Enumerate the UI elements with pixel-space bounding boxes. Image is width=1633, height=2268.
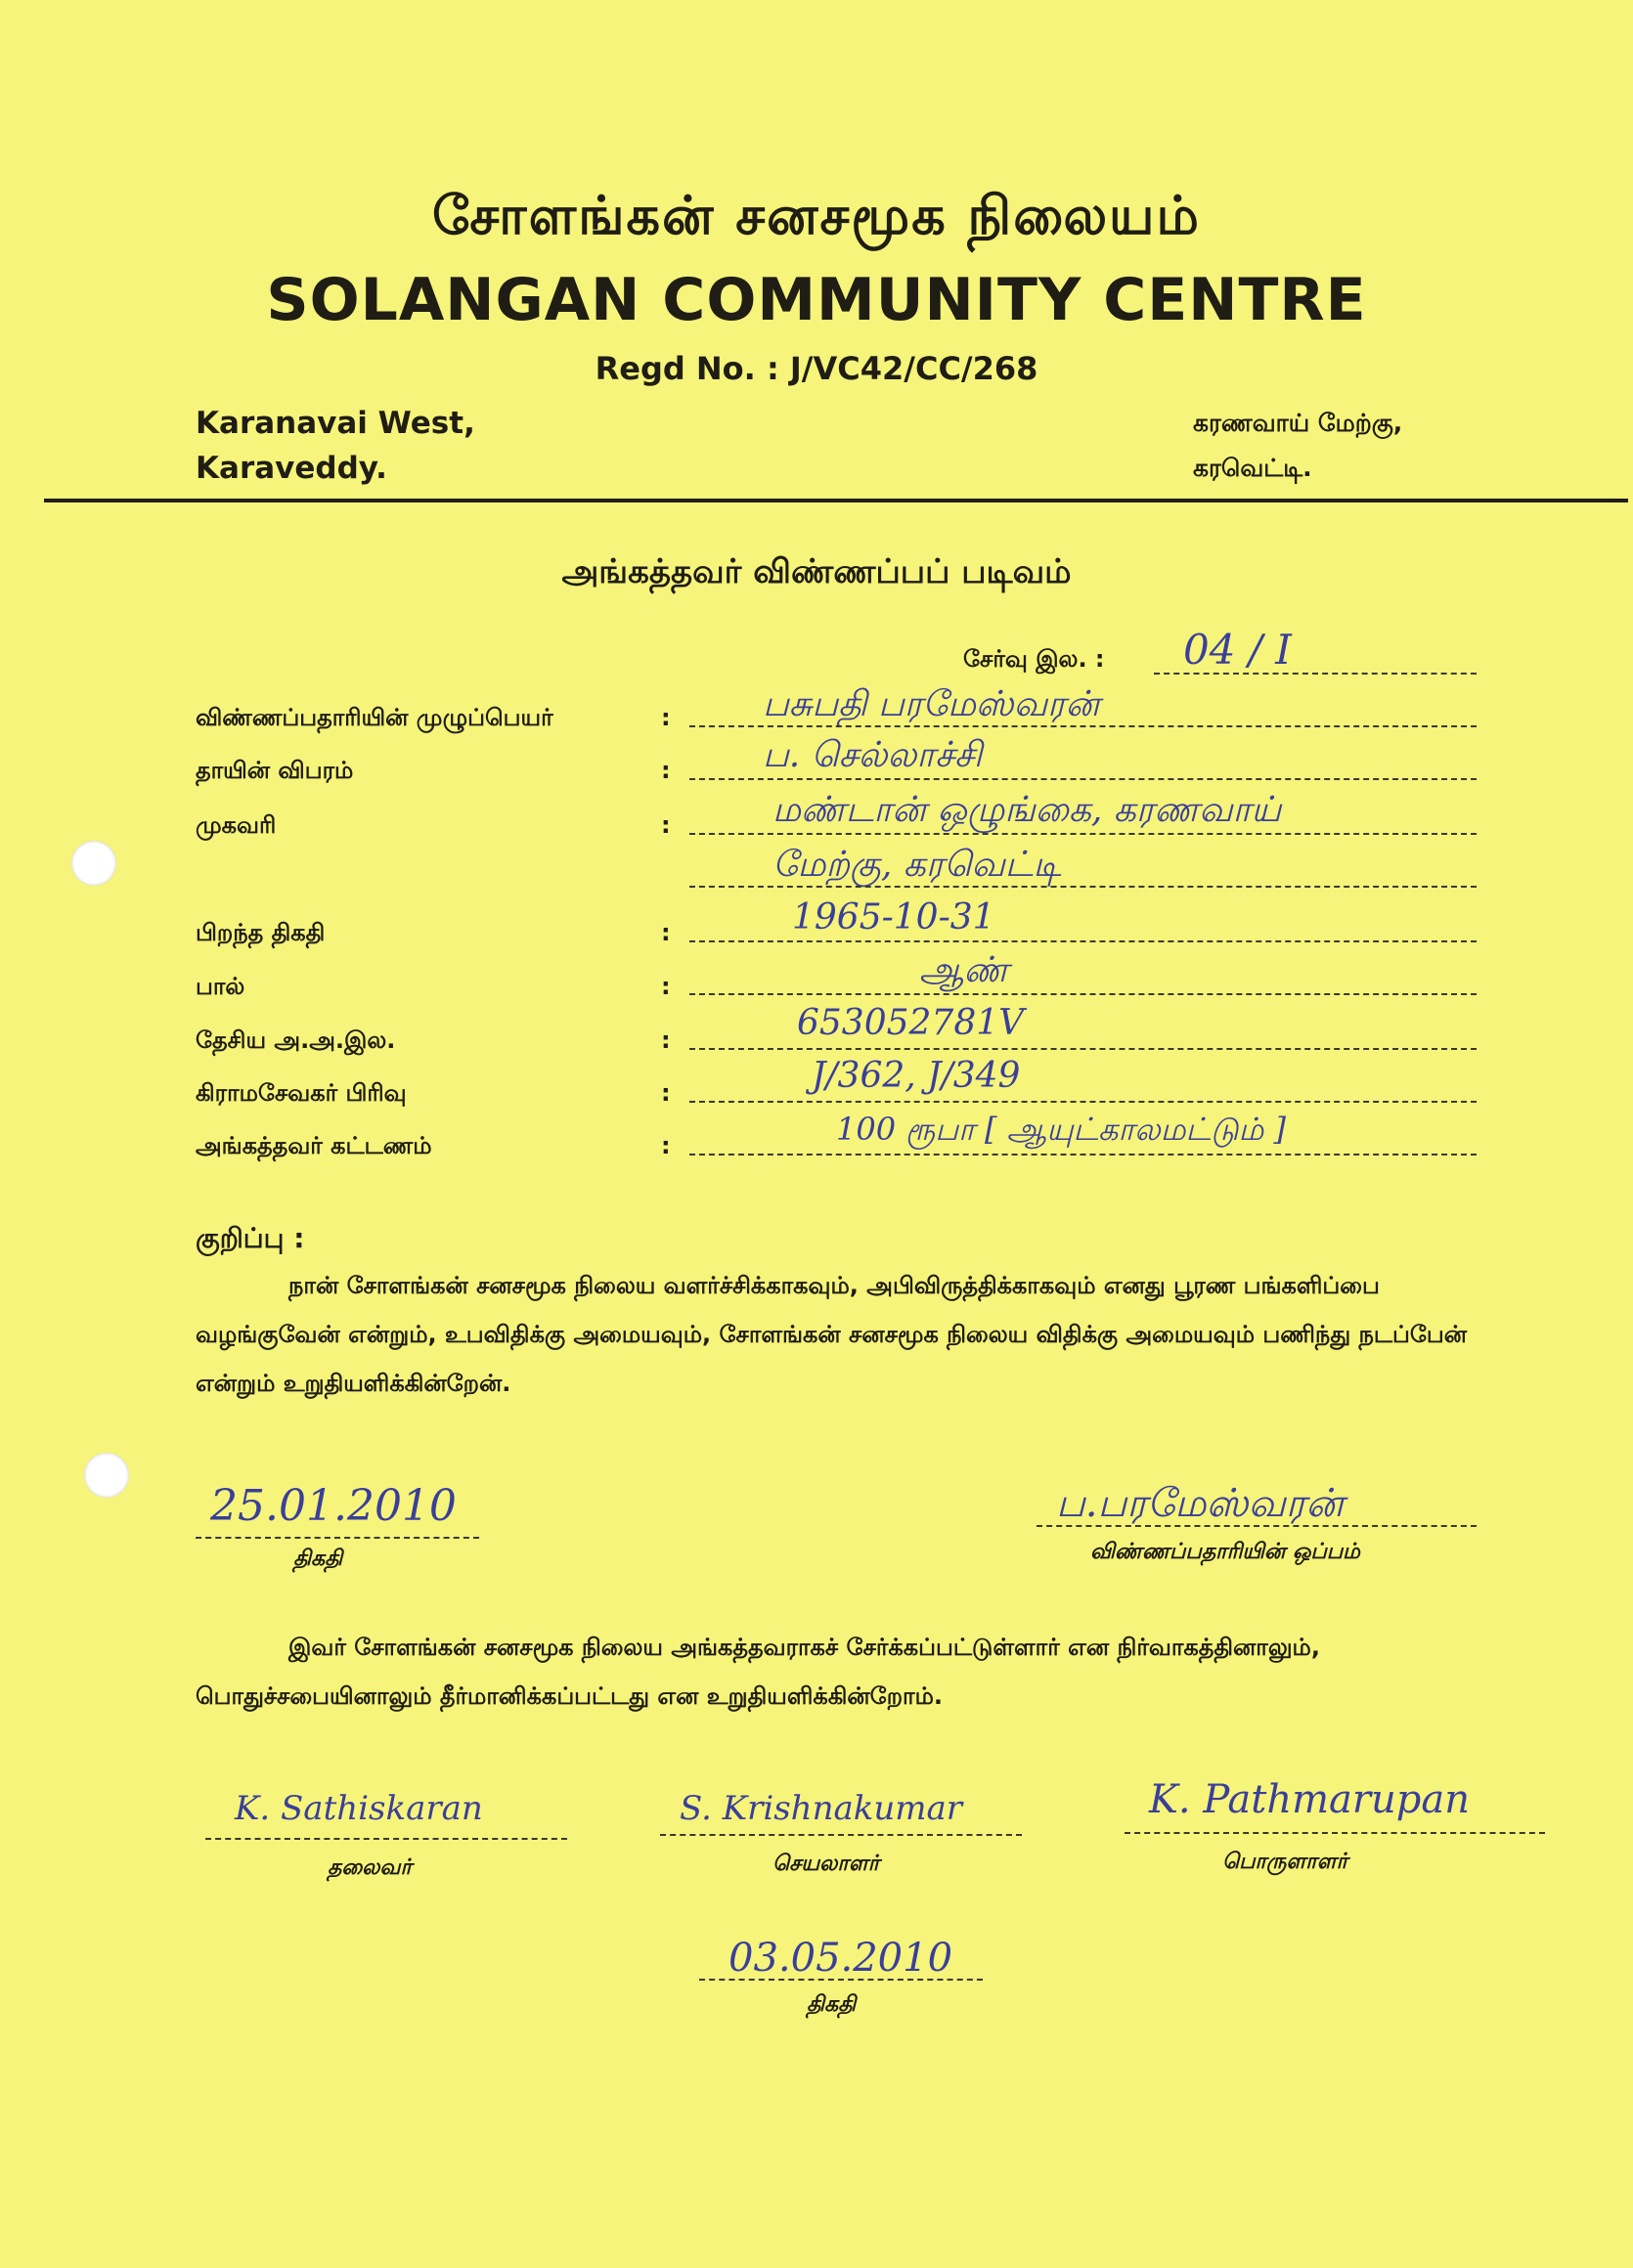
- header-divider: [44, 499, 1628, 502]
- applicant-date-value: 25.01.2010: [210, 1481, 457, 1531]
- serial-label: சேர்வு இல. :: [963, 645, 1105, 673]
- president-signature-line: [205, 1838, 567, 1840]
- org-title-english: SOLANGAN COMMUNITY CENTRE: [266, 266, 1367, 334]
- form-title: அங்கத்தவர் விண்ணப்பப் படிவம்: [561, 552, 1072, 591]
- field-value-sex: ஆண்: [919, 950, 1009, 990]
- secretary-signature-line: [660, 1834, 1022, 1836]
- treasurer-label: பொருளாளர்: [1222, 1850, 1348, 1874]
- address-right-line-1: கரணவாய் மேற்கு,: [1193, 409, 1403, 437]
- field-line: [689, 886, 1477, 888]
- punch-hole-top: [71, 841, 116, 886]
- field-line: [689, 1154, 1477, 1156]
- field-value-address-2: மேற்கு, கரவெட்டி: [772, 845, 1062, 885]
- applicant-date-label: திகதி: [293, 1547, 343, 1571]
- field-line: [689, 833, 1477, 835]
- registration-number: Regd No. : J/VC42/CC/268: [595, 350, 1038, 387]
- field-colon: :: [661, 811, 671, 839]
- field-line: [689, 940, 1477, 942]
- field-label-mother: தாயின் விபரம்: [196, 757, 354, 784]
- treasurer-signature-line: [1125, 1832, 1545, 1834]
- field-label-fee: அங்கத்தவர் கட்டணம்: [196, 1132, 432, 1159]
- president-signature: K. Sathiskaran: [235, 1789, 483, 1828]
- field-colon: :: [661, 704, 671, 731]
- field-value-mother: ப. செல்லாச்சி: [763, 735, 983, 775]
- field-colon: :: [661, 1026, 671, 1054]
- serial-line: [1154, 673, 1477, 675]
- secretary-signature: S. Krishnakumar: [680, 1789, 962, 1828]
- field-label-full-name: விண்ணப்பதாரியின் முழுப்பெயர்: [196, 704, 553, 731]
- field-value-gn-division: J/362, J/349: [812, 1056, 1021, 1096]
- field-value-nic: 653052781V: [797, 1003, 1025, 1043]
- approval-date-value: 03.05.2010: [728, 1936, 953, 1981]
- punch-hole-bottom: [84, 1453, 129, 1498]
- field-label-sex: பால்: [196, 973, 245, 1000]
- field-colon: :: [661, 757, 671, 784]
- address-left-line-2: Karaveddy.: [196, 451, 387, 486]
- field-line: [689, 1048, 1477, 1050]
- address-left-line-1: Karanavai West,: [196, 406, 475, 441]
- field-value-dob: 1965-10-31: [792, 897, 995, 938]
- field-line: [689, 993, 1477, 995]
- field-colon: :: [661, 973, 671, 1000]
- field-value-address-1: மண்டான் ஒழுங்கை, கரணவாய்: [772, 790, 1282, 830]
- field-colon: :: [661, 1079, 671, 1107]
- field-label-gn-division: கிராமசேவகர் பிரிவு: [196, 1079, 407, 1107]
- secretary-label: செயலாளர்: [772, 1852, 880, 1876]
- org-title-tamil: சோளங்கன் சனசமூக நிலையம்: [432, 184, 1201, 246]
- treasurer-signature: K. Pathmarupan: [1149, 1777, 1470, 1822]
- field-line: [689, 1101, 1477, 1103]
- field-label-nic: தேசிய அ.அ.இல.: [196, 1026, 396, 1054]
- field-line: [689, 725, 1477, 727]
- approval-date-line: [699, 1979, 983, 1981]
- field-value-full-name: பசுபதி பரமேஸ்வரன்: [763, 684, 1100, 724]
- field-colon: :: [661, 1132, 671, 1159]
- field-line: [689, 778, 1477, 780]
- field-label-dob: பிறந்த திகதி: [196, 919, 326, 946]
- note-text: நான் சோளங்கன் சனசமூக நிலைய வளர்ச்சிக்காகவும், அபிவிருத்திக்காகவும் எனது பூரண பங்களிப்பை வழங்குவேன் என்றும், உபவிதிக்கு அமையவும், சோளங்கன் சனசமூக நிலைய விதிக்கு அமையவும் பணிந்து நடப்பேன் என்றும் உறுதியளிக்கின்றேன்.: [196, 1272, 1468, 1397]
- serial-value: 04 / I: [1183, 626, 1292, 674]
- confirmation-text: இவர் சோளங்கன் சனசமூக நிலைய அங்கத்தவராகச் சேர்க்கப்பட்டுள்ளார் என நிர்வாகத்தினாலும், பொதுச்சபையினாலும் தீர்மானிக்கப்பட்டது என உறுதியளிக்கின்றோம்.: [196, 1634, 1320, 1710]
- applicant-signature-line: [1037, 1525, 1477, 1527]
- note-heading: குறிப்பு :: [196, 1222, 305, 1254]
- president-label: தலைவர்: [328, 1855, 412, 1880]
- applicant-signature: ப.பரமேஸ்வரன்: [1056, 1481, 1345, 1526]
- address-right-line-2: கரவெட்டி.: [1193, 454, 1312, 482]
- field-colon: :: [661, 919, 671, 946]
- field-value-fee: 100 ரூபா [ ஆயுட்காலமட்டும் ]: [836, 1111, 1286, 1148]
- applicant-signature-label: விண்ணப்பதாரியின் ஒப்பம்: [1090, 1540, 1360, 1564]
- field-label-address: முகவரி: [196, 811, 277, 839]
- approval-date-label: திகதி: [807, 1992, 857, 2017]
- applicant-date-line: [196, 1537, 479, 1539]
